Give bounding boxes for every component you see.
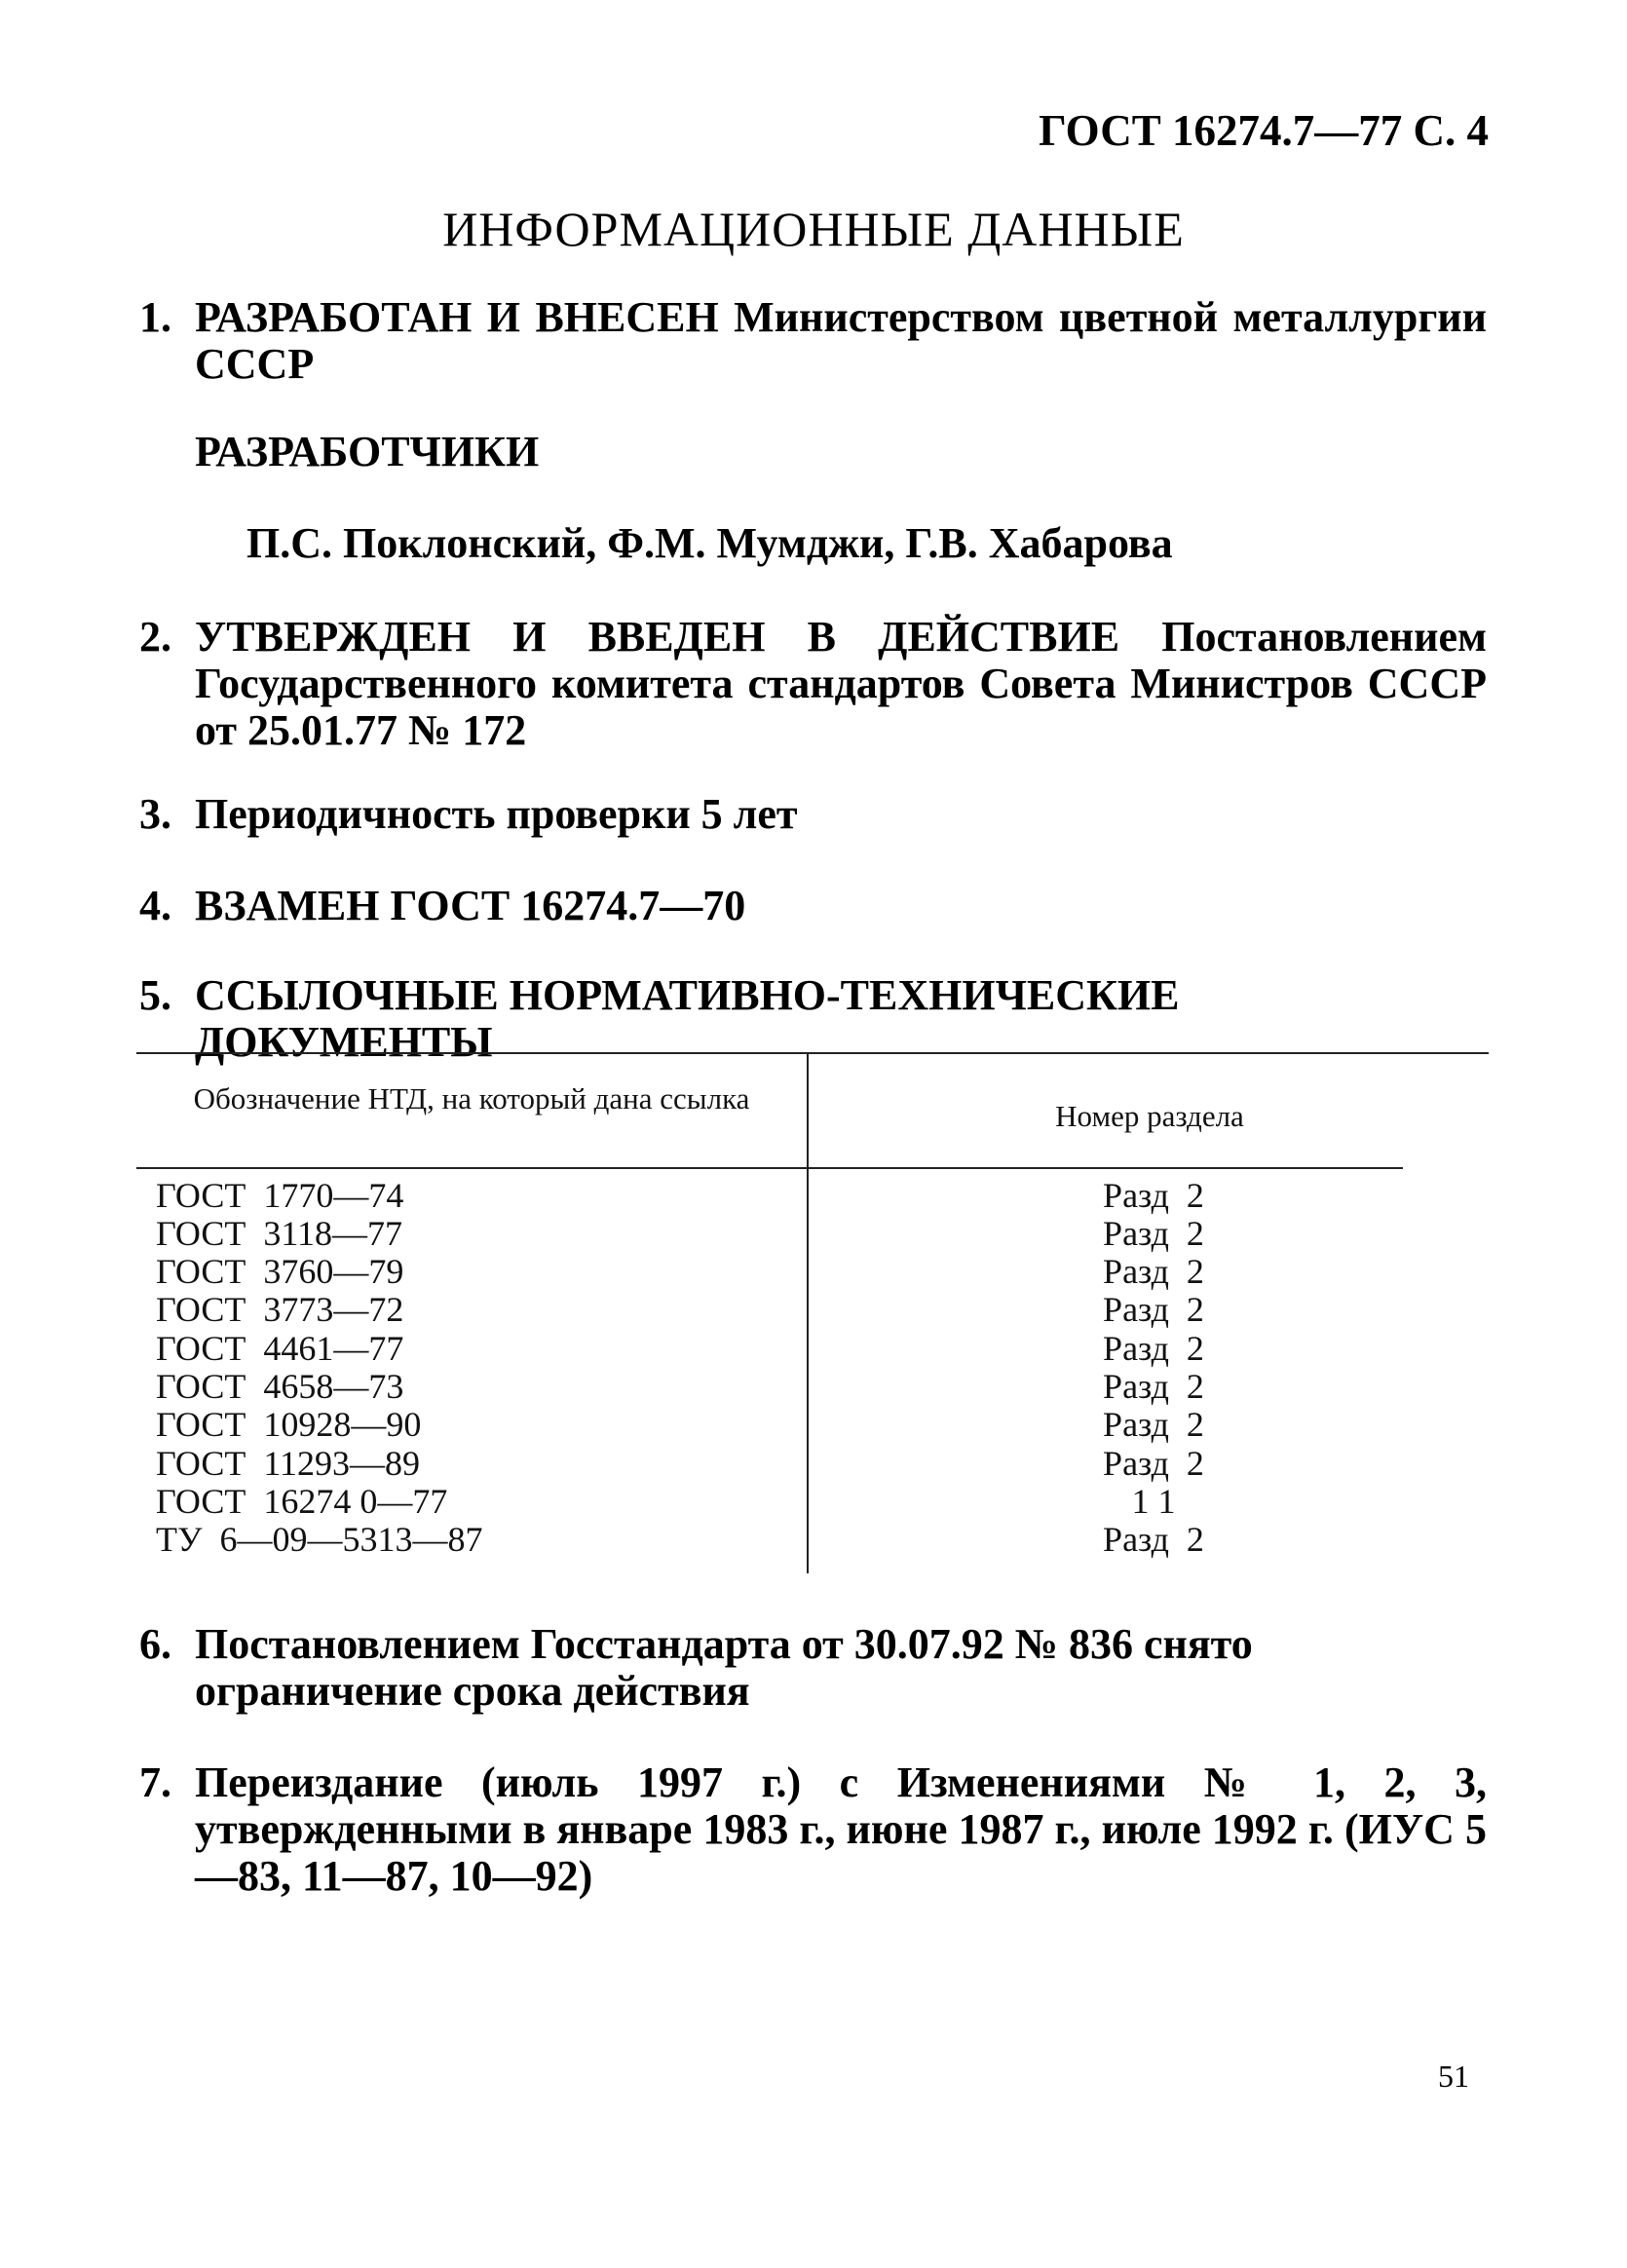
item-5-text: ССЫЛОЧНЫЕ НОРМАТИВНО-ТЕХНИЧЕСКИЕ ДОКУМЕНТЫ (195, 971, 1180, 1066)
item-6 (139, 1621, 1487, 1715)
item-7 (139, 1759, 1487, 1900)
table-row-2-designation: ГОСТ 3118—77 (156, 1214, 403, 1253)
table-row-1-designation: ГОСТ 1770—74 (156, 1176, 404, 1215)
table-row-6-section: Разд 2 (1103, 1367, 1204, 1406)
page-number: 51 (1438, 2059, 1469, 2094)
item-3-text: Периодичность проверки 5 лет (195, 790, 798, 838)
item-2-lead: УТВЕРЖДЕН И ВВЕДЕН В ДЕЙСТВИЕ (195, 613, 1120, 661)
table-row-8-section: Разд 2 (1103, 1444, 1204, 1483)
table-row-10-section: Разд 2 (1103, 1520, 1204, 1559)
table-row-3-section: Разд 2 (1103, 1252, 1204, 1291)
item-1-lead: РАЗРАБОТАН И ВНЕСЕН (195, 293, 719, 341)
item-7-number: 7. (139, 1758, 171, 1806)
reference-documents-table (136, 1052, 1489, 1573)
table-row-4-section: Разд 2 (1103, 1290, 1204, 1329)
table-row-9-section: 1 1 (1131, 1482, 1176, 1521)
item-3 (139, 791, 1487, 838)
table-row-3-designation: ГОСТ 3760—79 (156, 1252, 404, 1291)
table-row-9-designation: ГОСТ 16274 0—77 (156, 1482, 448, 1521)
document-title: ИНФОРМАЦИОННЫЕ ДАННЫЕ (442, 202, 1185, 256)
table-row-4-designation: ГОСТ 3773—72 (156, 1290, 404, 1329)
developers-list: П.С. Поклонский, Ф.М. Мумджи, Г.В. Хабарова (246, 519, 1173, 567)
table-row-8-designation: ГОСТ 11293—89 (156, 1444, 421, 1483)
table-row-1-section: Разд 2 (1103, 1176, 1204, 1215)
item-6-number: 6. (139, 1620, 171, 1668)
item-4 (139, 883, 1487, 929)
column-header-section: Номер раздела (1055, 1099, 1244, 1133)
table-row-7-section: Разд 2 (1103, 1405, 1204, 1444)
item-5-number: 5. (139, 971, 171, 1019)
item-3-number: 3. (139, 790, 171, 838)
item-4-number: 4. (139, 882, 171, 929)
column-header-designation: Обозначение НТД, на который дана ссылка (193, 1081, 750, 1115)
table-row-5-section: Разд 2 (1103, 1329, 1204, 1368)
table-header-rule (136, 1167, 1403, 1169)
table-row-5-designation: ГОСТ 4461—77 (156, 1329, 404, 1368)
table-row-7-designation: ГОСТ 10928—90 (156, 1405, 422, 1444)
item-1-text: Министерством цветной металлургии СССР (195, 293, 1488, 388)
item-6-text: Постановлением Госстандарта от 30.07.92 № 836 снято ограничение срока действия (195, 1620, 1253, 1715)
table-row-2-section: Разд 2 (1103, 1214, 1204, 1253)
item-2-text: Постановлением Государственного комитета стандартов Совета Министров СССР от 25.01.77 № 172 (195, 613, 1488, 754)
item-1-number: 1. (139, 293, 171, 341)
table-row-10-designation: ТУ 6—09—5313—87 (156, 1520, 483, 1559)
item-1 (139, 294, 1487, 388)
developers-heading: РАЗРАБОТЧИКИ (195, 428, 540, 475)
item-2-number: 2. (139, 613, 171, 661)
item-4-text: ВЗАМЕН ГОСТ 16274.7—70 (195, 882, 746, 929)
item-7-text: Переиздание (июль 1997 г.) с Изменениями № 1, 2, 3, утвержденными в январе 1983 г., июне 1987 г., июле 1992 г. (ИУС 5—83, 11—87, 10—92) (195, 1758, 1487, 1900)
running-header: ГОСТ 16274.7—77 С. 4 (1039, 106, 1489, 155)
table-row-6-designation: ГОСТ 4658—73 (156, 1367, 404, 1406)
item-2 (139, 614, 1487, 754)
table-top-rule (136, 1052, 1489, 1054)
